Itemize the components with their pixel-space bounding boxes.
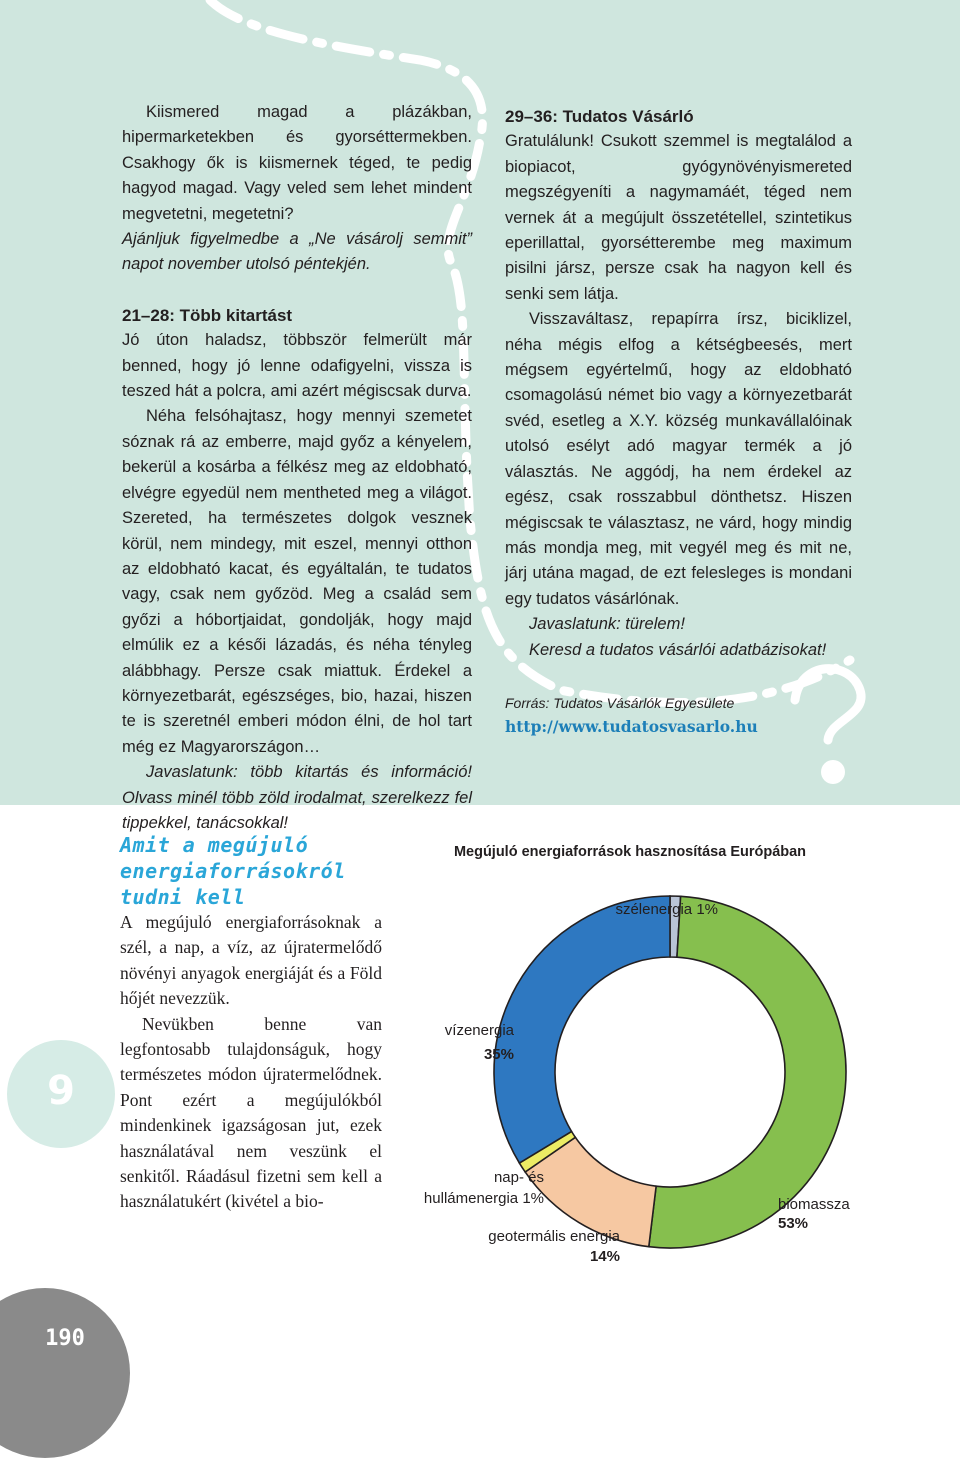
- source-credit: Forrás: Tudatos Vásárlók Egyesülete: [505, 694, 735, 711]
- right-italic-suggestion-2: Keresd a tudatos vásárlói adatbázisokat!: [529, 640, 827, 659]
- facts-box-body: [120, 910, 382, 1215]
- left-column: [122, 100, 472, 836]
- facts-paragraph-2: Nevükben benne van legfontosabb tulajdonságuk, hogy természetes módon újratermelődnek. Pont ezért a megújulókból mindenkinek igazságosan jut, ezek használatával nem veszünk el senkitől. Ráadásul fizetni sem kell a használatukért (kivétel a bio-: [120, 1013, 382, 1212]
- left-italic-recommendation: Ajánljuk figyelmedbe a „Ne vásárolj semmit” napot november utolsó péntekjén.: [122, 230, 472, 274]
- left-paragraph-2: Jó úton haladsz, többször felmerült már benned, hogy jó lenne odafigyelni, vissza is teszed hát a polcra, ami azért mégiscsak durva.: [122, 331, 472, 401]
- label-solar-line1: nap- és: [493, 1169, 544, 1186]
- right-paragraph-2: Visszaváltasz, repapírra írsz, biciklizel, néha mégis elfog a kétségbeesés, mert mégsem egyértelmű, hogy az eldobható csomagolású német bio vagy a környezetbarát svéd, esetleg a X.Y. község munkavállalóinak utolsó esélyt adó magyar termék a jó választás. Ne aggódj, ha nem érdekel az egész, csak rosszabbul dönthetsz. Hiszen mégiscsak te választasz, ne várd, hogy mindig más mondja meg, mit vegyél meg és mit ne, járj utána magad, de ezt felesleges is mondani egy tudatos vásárlónak.: [505, 310, 852, 608]
- facts-box-title: Amit a megújuló energiaforrásokról tudni kell: [120, 833, 346, 909]
- right-paragraph-1: Gratulálunk! Csukott szemmel is megtalálod a biopiacot, gyógynövényismereted megszégyeníti a nagymamáét, téged nem vernek át a megújult összetétellel, szintetikus eperillattal, gyorsétterembe meg maximum pisilni jársz, persze csak ha nagyon kell és senki sem látja.: [505, 132, 852, 303]
- left-paragraph-1: Kiismered magad a plázákban, hipermarketekben és gyorséttermekben. Csakhogy ők is kiismernek téged, te pedig hagyod magad. Vagy veled sem lehet mindent megvetetni, megetetni?: [122, 103, 472, 223]
- label-biomass: biomassza: [778, 1196, 850, 1213]
- renewable-energy-donut-chart: [400, 830, 960, 1290]
- label-wind: szélenergia 1%: [615, 901, 718, 918]
- chart-title: Megújuló energiaforrások hasznosítása Európában: [453, 844, 807, 860]
- left-paragraph-3: Néha felsóhajtasz, hogy mennyi szemetet sóznak rá az emberre, majd győz a kényelem, bekerül a kosárba a félkész meg az eldobható, elvégre egyedül nem mentheted meg a világot. Szereted, ha természetes dolgok vesznek körül, nem mindegy, mit eszel, mennyi otthon az eldobható kacat, és egyáltalán, te tudatos vagy, csak nem győzöd. Meg a család sem győzi a hóbortjaidat, gondolják, hogy majd elmúlik ez a késői lázadás, és néha tényleg alábbhagy. Persze csak miattuk. Érdekel a környezetbarát, egészséges, bio, hazai, hiszen te is szeretnél emberi módon élni, de hol tart még ez Magyarországon…: [122, 407, 472, 756]
- source-link[interactable]: http://www.tudatosvasarlo.hu: [505, 717, 758, 737]
- label-hydro-pct: 35%: [483, 1046, 514, 1063]
- section-number: 9: [47, 1068, 75, 1114]
- page-number: 190: [45, 1326, 85, 1351]
- label-hydro: vízenergia: [444, 1022, 514, 1039]
- donut-slice-vízenergia: [494, 896, 670, 1163]
- label-geothermal: geotermális energia: [488, 1228, 620, 1245]
- section-heading-21-28: 21–28: Több kitartást: [122, 305, 293, 325]
- label-geothermal-pct: 14%: [589, 1248, 620, 1265]
- section-heading-29-36: 29–36: Tudatos Vásárló: [505, 107, 694, 126]
- page-number-badge: [0, 1288, 130, 1458]
- left-italic-suggestion: Javaslatunk: több kitartás és információ! Olvass minél több zöld irodalmat, szerelkezz fel tippekkel, tanácsokkal!: [122, 763, 472, 832]
- facts-paragraph-1: A megújuló energiaforrásoknak a szél, a nap, a víz, az újratermelődő növényi anyagok energiáját és a Föld hőjét nevezzük.: [120, 912, 382, 1009]
- label-biomass-pct: 53%: [778, 1215, 809, 1232]
- section-number-badge: [7, 1040, 115, 1148]
- label-solar-line2: hullámenergia 1%: [423, 1190, 544, 1207]
- right-italic-suggestion-1: Javaslatunk: türelem!: [529, 615, 685, 634]
- right-column: [505, 104, 852, 738]
